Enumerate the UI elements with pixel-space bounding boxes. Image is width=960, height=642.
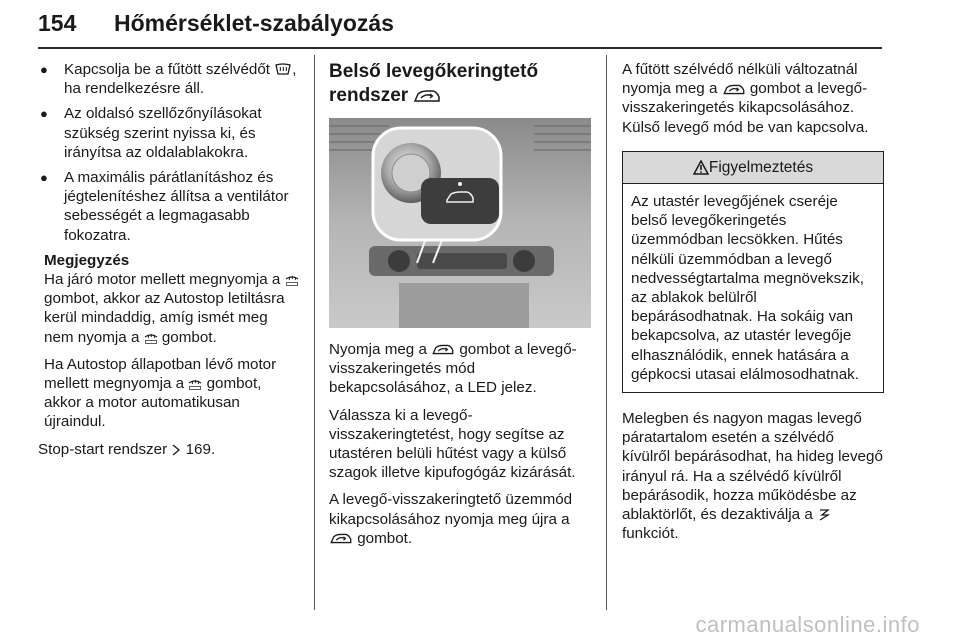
- recirculation-icon: [431, 343, 455, 356]
- page-link[interactable]: 169.: [185, 440, 216, 458]
- recirc-off-paragraph: A levegő-visszakeringtető üzemmód kikapcsolásához nyomja meg újra a gombot.: [329, 491, 573, 547]
- stop-start-reference: Stop-start rendszer 169.: [38, 440, 216, 458]
- page-title: Hőmérséklet-szabályozás: [114, 10, 394, 36]
- recirculation-icon: [722, 83, 746, 96]
- warning-body: Az utastér levegőjének cseréje belső levegőkeringetés üzemmódban lecsökken. Hűtés nélküli üzemmódban a levegő nedvességtartalma megnövekszik, az ablakok belülről bepárásodhatnak. Ha sokáig van bekapcsolva, az utastér levegője elhasználódik, ennek hatására a gépkocsi utasai elálmosodhatnak.: [631, 193, 864, 383]
- front-defrost-icon: [188, 377, 202, 391]
- recirc-purpose-paragraph: Válassza ki a levegő-visszakeringtetést, hogy segítse az utastéren belüli hűtést vagy a külső szagok illetve kipufogógáz kizárását.: [329, 406, 576, 482]
- section-title: Belső levegőkeringtető rendszer: [329, 61, 539, 106]
- recirculation-icon: [329, 532, 353, 545]
- front-defrost-icon: [285, 273, 299, 287]
- instruction-list: [38, 60, 300, 245]
- page-number: 154: [38, 10, 77, 36]
- page-reference-arrow-icon: [171, 444, 181, 456]
- note-paragraph: Ha járó motor mellett megnyomja a gombot, akkor az Autostop letiltásra kerül mindaddig, amíg ismét meg nem nyomja a gombot.: [44, 270, 300, 347]
- warning-triangle-icon: [693, 160, 709, 175]
- warning-heading: Figyelmeztetés: [623, 152, 883, 184]
- column-divider: [314, 55, 315, 610]
- ac-icon: [817, 508, 831, 522]
- note-paragraph: Ha Autostop állapotban lévő motor mellett megnyomja a gombot, akkor a motor automatikusan újraindul.: [44, 355, 277, 431]
- note-heading: Megjegyzés: [44, 251, 130, 269]
- recirc-on-paragraph: Nyomja meg a gombot a levegő-visszakeringetés mód bekapcsolásához, a LED jelez.: [329, 341, 577, 397]
- no-heated-windshield-paragraph: A fűtött szélvédő nélküli változatnál nyomja meg a gombot a levegő-visszakeringetés kikapcsolásához. Külső levegő mód be van kapcsolva.: [622, 61, 869, 136]
- column-left: [38, 60, 300, 467]
- watermark: carmanualsonline.info: [695, 612, 920, 637]
- column-middle: [329, 60, 591, 556]
- recirculation-icon: [413, 88, 441, 104]
- column-divider: [606, 55, 607, 610]
- humidity-paragraph: Melegben és nagyon magas levegő páratartalom esetén a szélvédő kívülről bepárásodhat, ha hideg levegő irányul rá. Ha a szélvédő kívülről bepárásodik, hozza működésbe az ablaktörlőt, és dezaktiválja a funkciót.: [622, 410, 883, 543]
- page-header: [38, 6, 922, 46]
- note: [38, 251, 300, 432]
- heated-windshield-icon: [274, 63, 292, 77]
- header-rule: [38, 47, 882, 49]
- list-item: ● Kapcsolja be a fűtött szélvédőt , ha rendelkezésre áll.: [38, 60, 300, 98]
- front-defrost-icon: [144, 331, 158, 345]
- list-item: ● A maximális párátlanításhoz és jégtelenítéshez állítsa a ventilátor sebességét a legmagasabb fokozatra.: [38, 168, 300, 245]
- list-item: ● Az oldalsó szellőzőnyílásokat szükség szerint nyissa ki, és irányítsa az oldalablakokra.: [38, 104, 300, 162]
- warning-box: [622, 151, 884, 393]
- column-right: [622, 60, 884, 551]
- control-panel-photo: [329, 118, 591, 328]
